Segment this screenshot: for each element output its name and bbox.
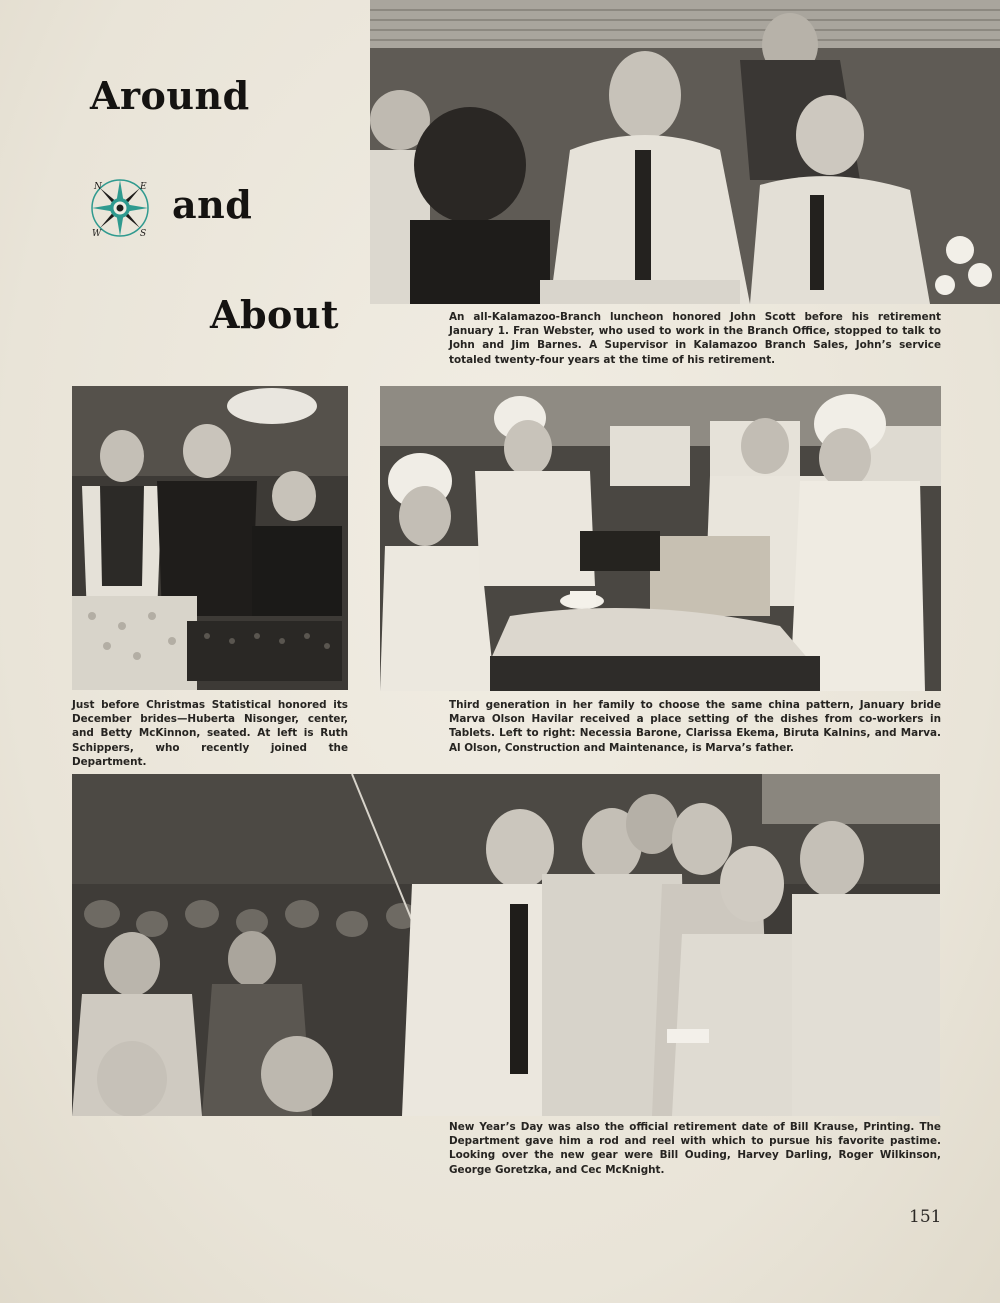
compass-rose-icon xyxy=(88,176,152,240)
title-around: Around xyxy=(90,73,250,118)
caption-tablets: Third generation in her family to choose the same china pattern, January bride Marva Olson Havilar received a place setting of the dishes from co-workers in Tablets. Left to right: Necessia Barone, Clarissa Ekema, Biruta Kalnins, and Marva. Al Olson, Construction and Maintenance, is Marva’s father. xyxy=(449,699,941,754)
caption-retirement: New Year’s Day was also the official retirement date of Bill Krause, Printing. The Department gave him a rod and reel with which to pursue his favorite pastime. Looking over the new gear were Bill Ouding, Harvey Darling, Roger Wilkinson, George Goretzka, and Cec McKnight. xyxy=(449,1121,941,1176)
caption-statistical: Just before Christmas Statistical honored its December brides—Huberta Nisonger, center, and Betty McKinnon, seated. At left is Ruth Schippers, who recently joined the Department. xyxy=(72,699,348,768)
compass-south-label: S xyxy=(140,229,147,239)
photo-retirement xyxy=(72,774,940,1116)
photo-tablets xyxy=(380,386,941,691)
compass-north-label: N xyxy=(94,182,102,192)
page-number: 151 xyxy=(909,1207,942,1227)
photo-statistical xyxy=(72,386,348,690)
compass-east-label: E xyxy=(140,182,147,192)
photo-luncheon xyxy=(370,0,1000,304)
caption-luncheon: An all-Kalamazoo-Branch luncheon honored John Scott before his retirement January 1. Fran Webster, who used to work in the Branch Office, stopped to talk to John and Jim Barnes. A Supervisor in Kalamazoo Branch Sales, John’s service totaled twenty-four years at the time of his retirement. xyxy=(449,311,941,366)
title-about: About xyxy=(210,292,340,337)
title-and: and xyxy=(172,182,253,227)
compass-west-label: W xyxy=(92,229,102,239)
